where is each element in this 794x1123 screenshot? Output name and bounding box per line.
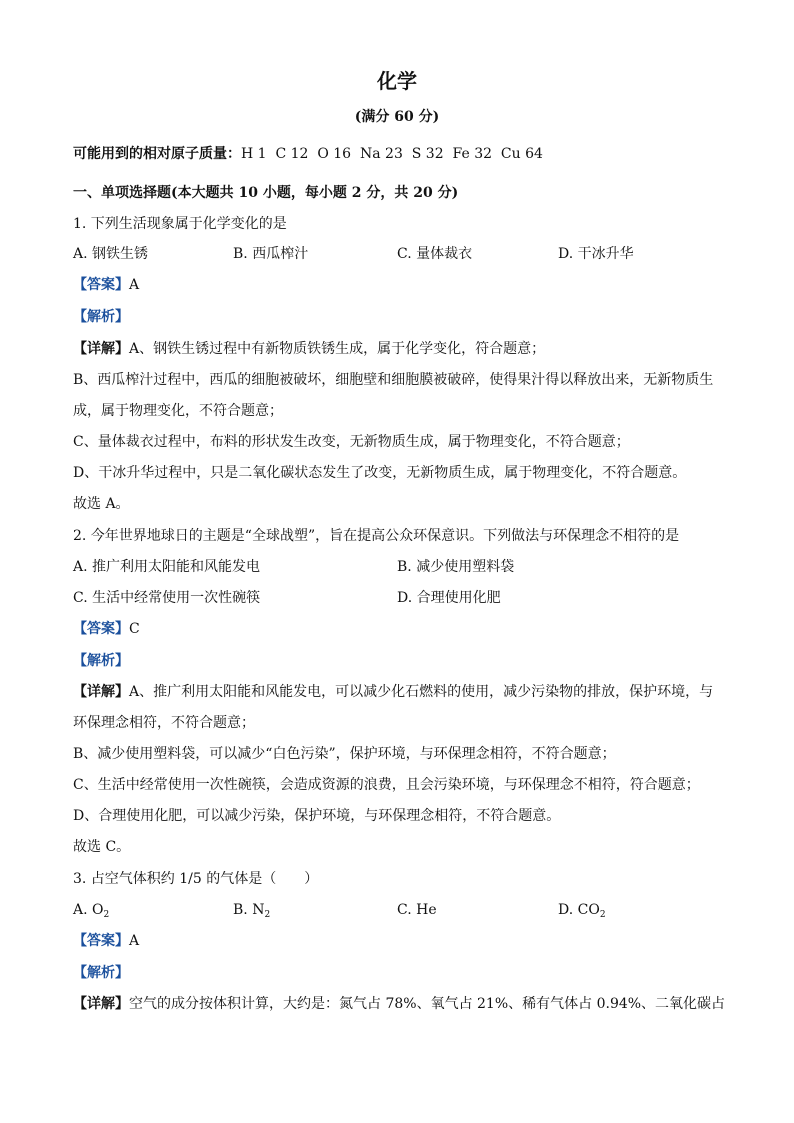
q2-answer	[73, 620, 140, 638]
q2-option-c: C. 生活中经常使用一次性碗筷	[73, 590, 261, 606]
detail-label: 【详解】	[73, 341, 129, 357]
section-heading: 一、单项选择题(本大题共 10 小题，每小题 2 分，共 20 分)	[73, 185, 459, 201]
page-subtitle: (满分 60 分)	[354, 109, 440, 125]
q2-analysis	[73, 652, 129, 670]
q2-conclusion: 故选 C。	[73, 839, 131, 855]
q1-detail-line: D、干冰升华过程中，只是二氧化碳状态发生了改变，无新物质生成，属于物理变化，不符合题意。	[73, 465, 687, 481]
q1-detail-line: C、量体裁衣过程中，布料的形状发生改变，无新物质生成，属于物理变化，不符合题意；	[73, 434, 630, 450]
q2-option-b: B. 减少使用塑料袋	[397, 559, 515, 575]
q3-detail	[73, 995, 725, 1013]
q3-option-c: C. He	[397, 902, 437, 918]
q3-analysis	[73, 964, 129, 982]
q3-option-b: B. $N_2$	[233, 902, 271, 920]
analysis-label: 【解析】	[73, 965, 129, 981]
page-title: 化学	[377, 69, 417, 93]
q1-option-c: C. 量体裁衣	[397, 246, 473, 262]
q1-option-a: A. 钢铁生锈	[73, 246, 149, 262]
q2-detail-line: C、生活中经常使用一次性碗筷，会造成资源的浪费，且会污染环境，与环保理念不相符，符合题意；	[73, 777, 700, 793]
q2-detail-line: D、合理使用化肥，可以减少污染，保护环境，与环保理念相符，不符合题意。	[73, 808, 561, 824]
q1-detail	[73, 340, 545, 358]
detail-label: 【详解】	[73, 684, 129, 700]
answer-label: 【答案】	[73, 277, 129, 293]
q3-stem: 3. 占空气体积约 1/5 的气体是（ ）	[73, 871, 319, 887]
q1-analysis	[73, 308, 129, 326]
q1-conclusion: 故选 A。	[73, 496, 130, 512]
answer-label: 【答案】	[73, 621, 129, 637]
q1-detail-line: 成，属于物理变化，不符合题意；	[73, 403, 283, 419]
q1-answer-value: A	[129, 277, 140, 293]
detail-label: 【详解】	[73, 996, 129, 1012]
q2-answer-value: C	[129, 621, 140, 637]
q2-option-d: D. 合理使用化肥	[397, 590, 501, 606]
q3-option-d: D. $CO_2$	[558, 902, 606, 920]
q2-detail-text: A、推广利用太阳能和风能发电，可以减少化石燃料的使用，减少污染物的排放，保护环境，与	[129, 684, 714, 700]
q2-detail-line: 环保理念相符，不符合题意；	[73, 715, 255, 731]
analysis-label: 【解析】	[73, 309, 129, 325]
q1-option-d: D. 干冰升华	[558, 246, 634, 262]
analysis-label: 【解析】	[73, 653, 129, 669]
q2-detail	[73, 683, 713, 701]
atomic-mass-values: H 1 C 12 O 16 Na 23 S 32 Fe 32 Cu 64	[241, 146, 543, 162]
atomic-mass-line	[73, 145, 543, 163]
q1-answer	[73, 276, 139, 294]
q3-answer-value: A	[129, 933, 140, 949]
q1-option-b: B. 西瓜榨汁	[233, 246, 309, 262]
q3-answer	[73, 932, 139, 950]
q2-option-a: A. 推广利用太阳能和风能发电	[73, 559, 261, 575]
q3-detail-text: 空气的成分按体积计算，大约是：氮气占 78%、氧气占 21%、稀有气体占 0.94%、二氧化碳占	[129, 996, 726, 1012]
q2-detail-line: B、减少使用塑料袋，可以减少“白色污染”，保护环境，与环保理念相符，不符合题意；	[73, 746, 616, 762]
q1-detail-line: B、西瓜榨汁过程中，西瓜的细胞被破坏，细胞壁和细胞膜被破碎，使得果汁得以释放出来，无新物质生	[73, 372, 714, 388]
q2-stem: 2. 今年世界地球日的主题是“全球战塑”，旨在提高公众环保意识。下列做法与环保理念不相符的是	[73, 528, 680, 544]
q1-stem: 1. 下列生活现象属于化学变化的是	[73, 216, 287, 232]
atomic-mass-label: 可能用到的相对原子质量：	[73, 146, 241, 162]
q3-option-a: A. $O_2$	[73, 902, 110, 920]
q1-detail-text: A、钢铁生锈过程中有新物质铁锈生成，属于化学变化，符合题意；	[129, 341, 546, 357]
answer-label: 【答案】	[73, 933, 129, 949]
